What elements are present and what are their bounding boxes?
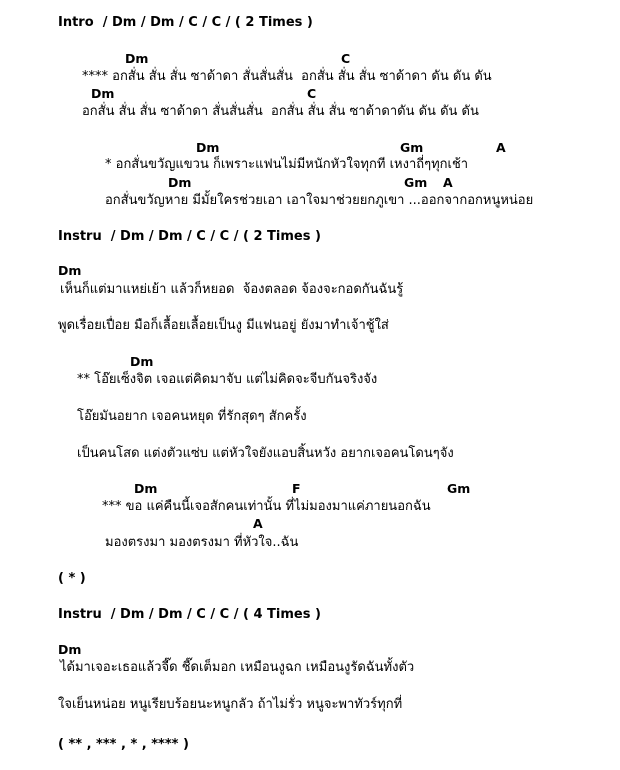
instru-heading: Instru / Dm / Dm / C / C / ( 4 Times ) (58, 607, 321, 622)
lyric-line: *** ขอ แค่คืนนี้เจอสักคนเท่านั้น ที่ไม่มองมาแค่ภายนอกฉัน (102, 499, 431, 514)
chord: Dm (125, 51, 149, 66)
chord: C (341, 51, 351, 66)
repeat-marker: ( ** , *** , * , **** ) (58, 737, 189, 752)
chord: Dm (91, 86, 115, 101)
chord: Dm (168, 175, 192, 190)
chord: Dm (58, 263, 82, 278)
chord: Gm (404, 175, 428, 190)
chord: Dm (134, 481, 158, 496)
lyric-line: โอ๊ยมันอยาก เจอคนหยุด ที่รักสุดๆ สักครั้ง (77, 409, 307, 424)
chord: C (307, 86, 317, 101)
chord: F (292, 481, 301, 496)
chord: Dm (58, 642, 82, 657)
lyric-line: **** อกสั่น สั่น สั่น ซาด้าดา สั่นสั่นสั่น อกสั่น สั่น สั่น ซาด้าดา ดัน ดัน ดัน (82, 69, 492, 84)
lyric-line: ใจเย็นหน่อย หนูเรียบร้อยนะหนูกลัว ถ้าไม่รั่ว หนูจะพาทัวร์ทุกที่ (58, 697, 403, 712)
chord: A (496, 140, 506, 155)
intro-heading: Intro / Dm / Dm / C / C / ( 2 Times ) (58, 15, 313, 30)
lyric-line: อกสั่นขวัญหาย มีมั้ยใครช่วยเอา เอาใจมาช่วยยกภูเขา ...ออกจากอกหนูหน่อย (105, 193, 534, 208)
chord: A (253, 516, 263, 531)
lyric-line: มองตรงมา มองตรงมา ที่หัวใจ..ฉัน (105, 535, 299, 550)
repeat-marker: ( * ) (58, 571, 86, 586)
instru-heading: Instru / Dm / Dm / C / C / ( 2 Times ) (58, 229, 321, 244)
lyric-line: ได้มาเจอะเธอแล้วจี๊ด ชี๊ดเต็มอก เหมือนงูฉก เหมือนงูรัดฉันทั้งตัว (60, 660, 415, 675)
lyric-line: เห็นก็แต่มาแหย่เย้า แล้วก็หยอด จ้องตลอด จ้องจะกอดกันฉันรู้ (60, 282, 404, 297)
chord: Gm (400, 140, 424, 155)
chord: A (443, 175, 453, 190)
lyric-line: พูดเรื่อยเปื่อย มือก็เลื้อยเลื้อยเป็นงู มีแฟนอยู่ ยังมาทำเจ้าชู้ใส่ (58, 318, 389, 333)
lyric-line: อกสั่น สั่น สั่น ซาด้าดา สั่นสั่นสั่น อกสั่น สั่น สั่น ซาด้าดาดัน ดัน ดัน ดัน (82, 104, 479, 119)
lyric-line: * อกสั่นขวัญแขวน ก็เพราะแฟนไม่มีหนักหัวใจทุกที เหงาถี่ๆทุกเช้า (105, 157, 469, 172)
chord: Dm (196, 140, 220, 155)
lyric-line: ** โอ๊ยเซ็งจิต เจอแต่คิดมาจับ แต่ไม่คิดจะจีบกันจริงจัง (77, 372, 378, 387)
lyric-line: เป็นคนโสด แต่งตัวแซ่บ แต่หัวใจยังแอบสิ้นหวัง อยากเจอคนโดนๆจัง (77, 446, 454, 461)
chord: Gm (447, 481, 471, 496)
chord: Dm (130, 354, 154, 369)
